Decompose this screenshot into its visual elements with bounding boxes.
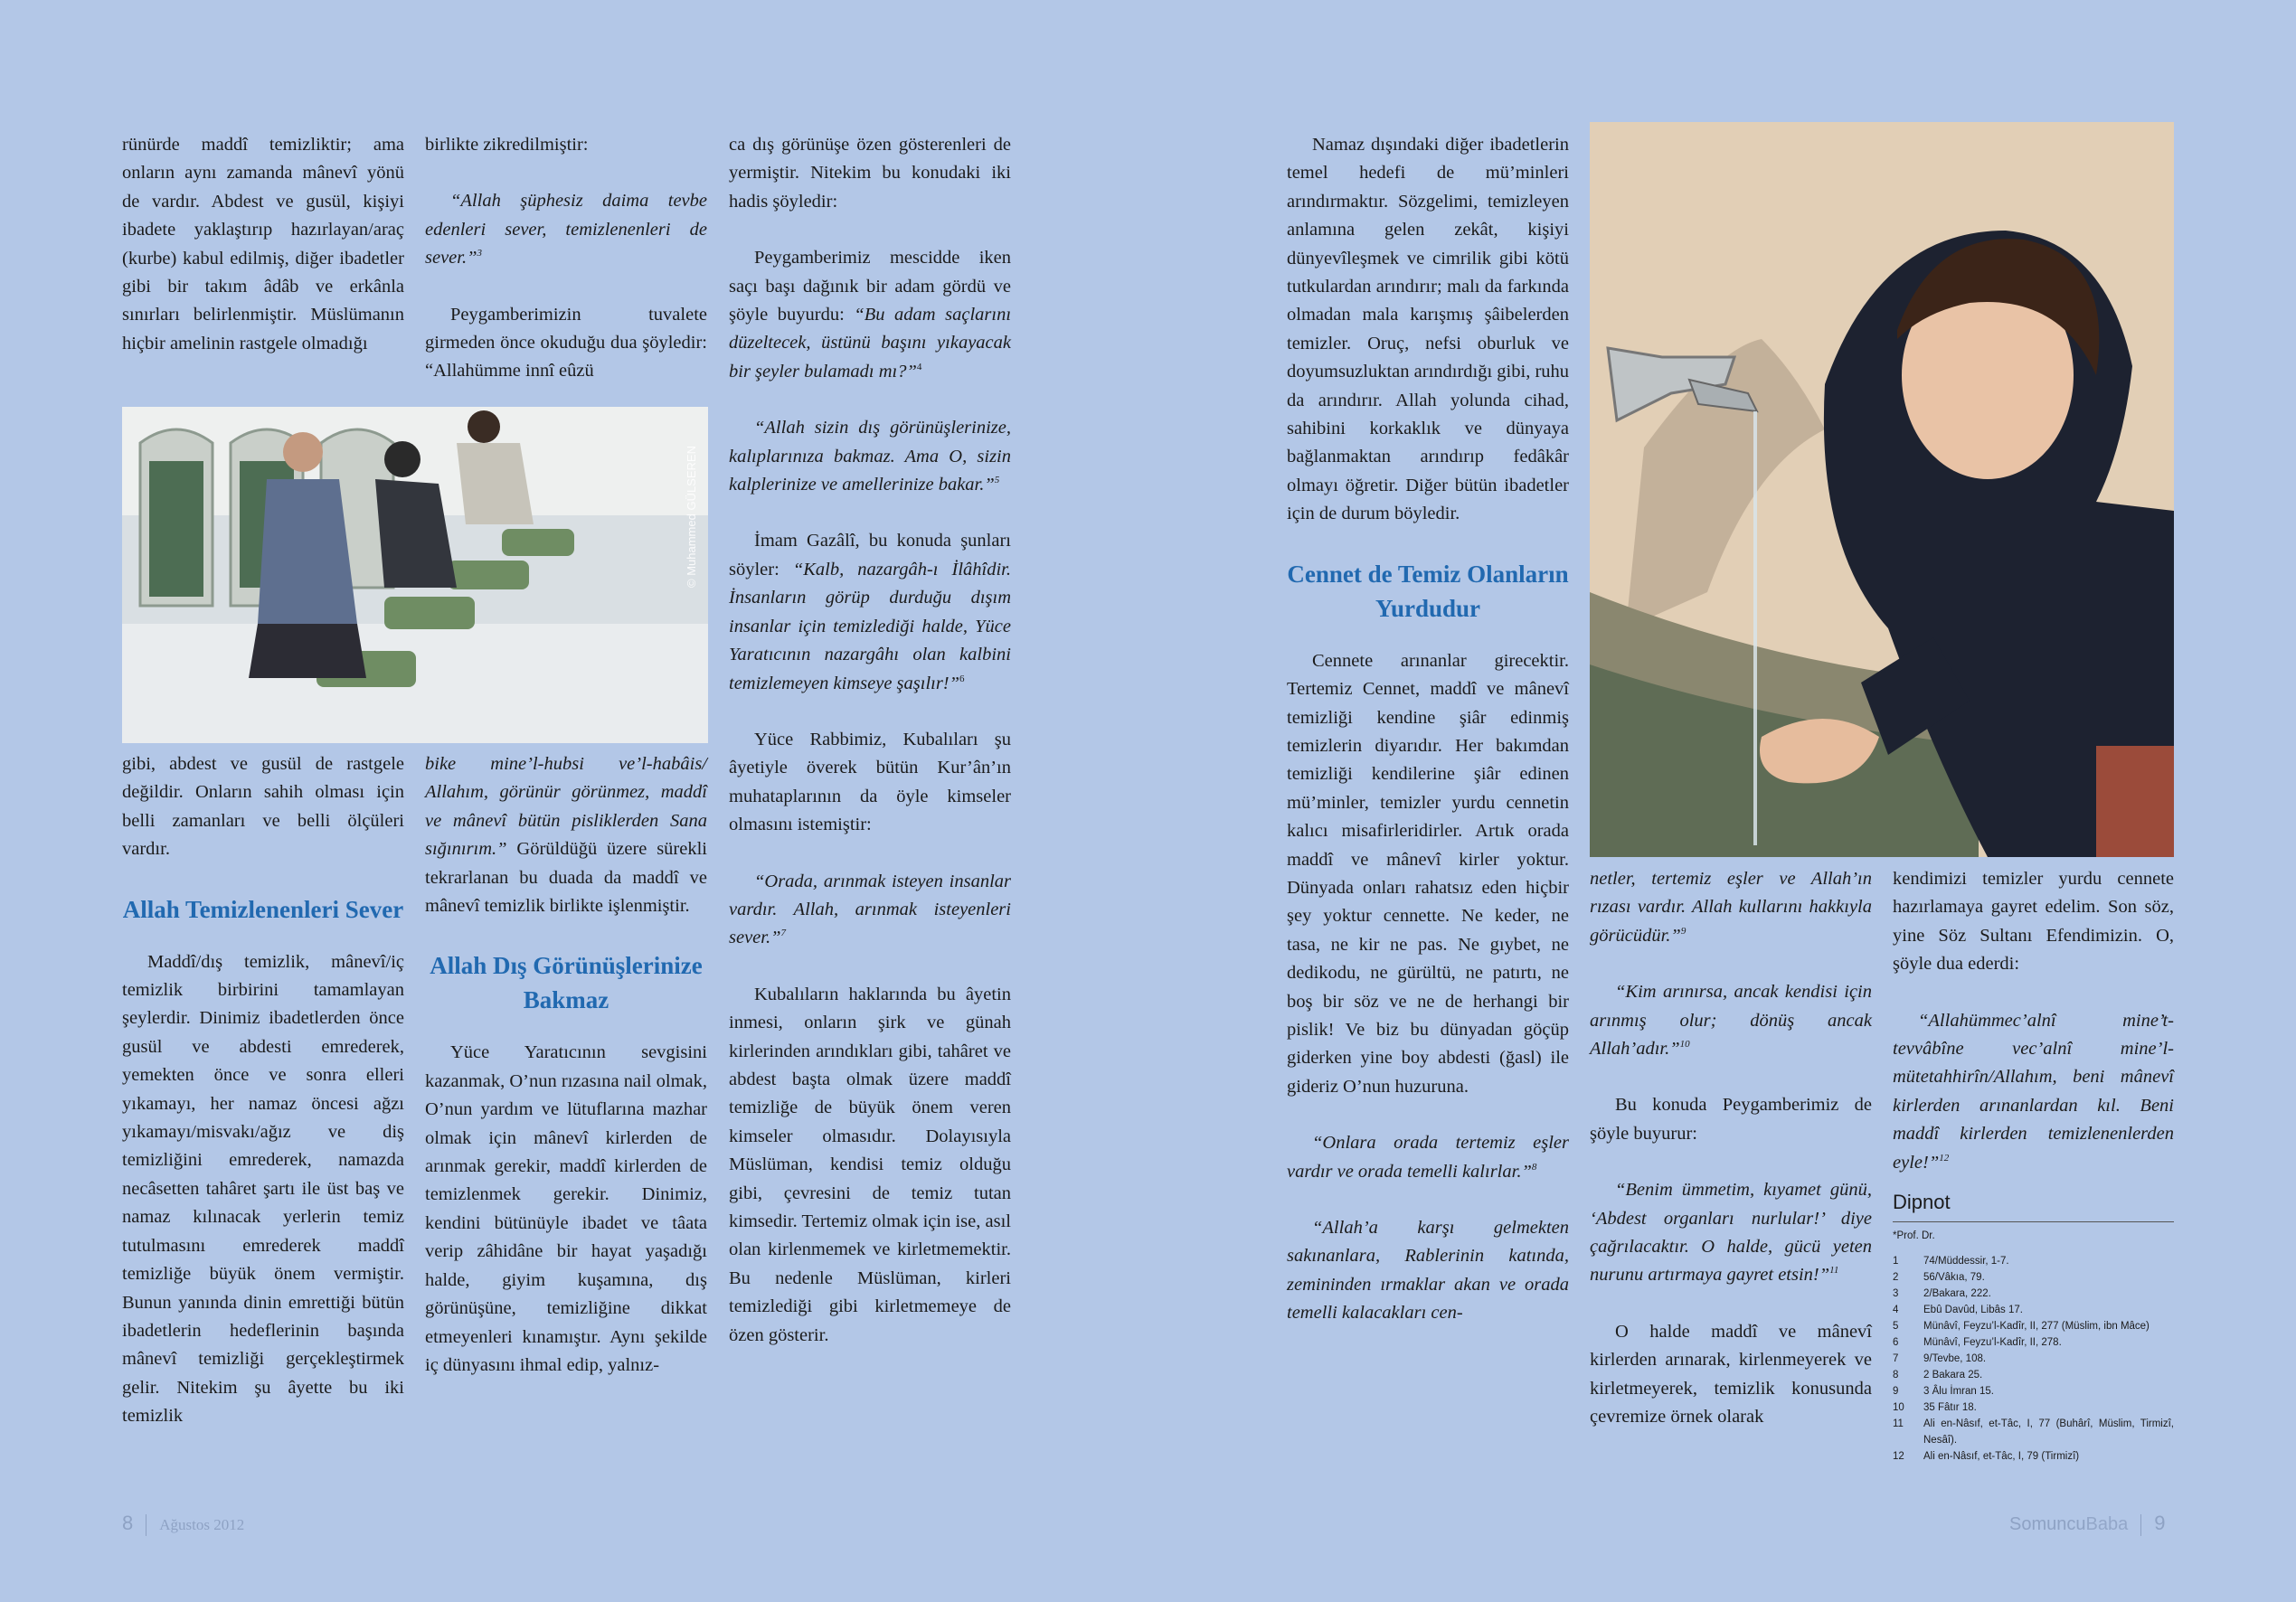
left-column-2-bottom: [425, 750, 707, 1380]
quote-text: “Kalb, nazargâh-ı İlâhîdir. İnsanların görüp durduğu dışım insanlar için temizlediği halde, Yüce Yaratıcının nazargâhı olan kalbini temizlemeyen kimseye şaşılır!”: [729, 559, 1011, 693]
footnote-ref: 8: [1531, 1161, 1537, 1173]
section-heading: Allah Temizlenenleri Sever: [122, 895, 404, 923]
magazine-logo: [2009, 1514, 2128, 1534]
paragraph: Yüce Rabbimiz, Kubalıları şu âyetiyle överek bütün Kur’ân’ın muhataplarının da öyle kimseler olmasını istemiştir:: [729, 729, 1011, 835]
footnote-number: 6: [1893, 1337, 1899, 1349]
paragraph: birlikte zikredilmiştir:: [425, 135, 589, 155]
footnote-text: 2/Bakara, 222.: [1923, 1288, 1991, 1300]
logo-part-2: Baba: [2085, 1514, 2129, 1534]
logo-part-1: Somuncu: [2009, 1514, 2086, 1534]
page-number: 8: [122, 1512, 134, 1534]
footnote-item: [1893, 1399, 2174, 1416]
footnote-ref: 7: [780, 928, 787, 939]
footnote-item: [1893, 1269, 2174, 1286]
quote-text: “Bu adam saçlarını düzeltecek, üstünü başını yıkayacak bir şeyler bulamadı mı?”: [729, 305, 1012, 382]
footnote-text: Münâvî, Feyzu’l-Kadîr, II, 277 (Müslim, ibn Mâce): [1923, 1321, 2150, 1333]
footnote-item: [1893, 1302, 2174, 1318]
footnote-item: [1893, 1416, 2174, 1448]
footnote-number: 1: [1893, 1256, 1899, 1267]
page-number: 9: [2154, 1512, 2166, 1534]
footnote-ref: 4: [916, 362, 922, 373]
footnote-number: 11: [1893, 1418, 1904, 1430]
paragraph: Yüce Yaratıcının sevgisini kazanmak, O’nun rızasına nail olmak, O’nun yardım ve lütuflarına mazhar olmak için mânevî kirlerden de arınmak gerekir, maddî kirlerden de temizlenmek gerekir. Dinimiz, kendini bütünüyle ibadet ve tâata verip zâhidâne bir hayat yaşadığı halde, giyim kuşamına, dış görünüşüne, temizliğine dikkat etmeyenleri kınamıştır. Aynı şekilde iç dünyasını ihmal edip, yalnız-: [425, 1042, 707, 1375]
footnote-number: 12: [1893, 1451, 1904, 1463]
section-heading: Allah Dış Görünüşlerinize Bakmaz: [430, 952, 703, 1014]
footnote-number: 7: [1893, 1353, 1899, 1365]
issue-date: Ağustos 2012: [159, 1516, 245, 1533]
footnote-number: 5: [1893, 1321, 1899, 1333]
footnote-text: Ali en-Nâsıf, et-Tâc, I, 79 (Tirmizî): [1923, 1451, 2080, 1463]
paragraph: gibi, abdest ve gusül de rastgele değildir. Onların sahih olması için belli zamanları ve belli ölçüleri vardır.: [122, 754, 404, 860]
footnote-text: 9/Tevbe, 108.: [1923, 1353, 1987, 1365]
footnote-ref: 3: [477, 248, 483, 259]
footnotes-title: Dipnot: [1893, 1188, 2174, 1222]
right-footer: [2009, 1512, 2165, 1536]
paragraph: İmam Gazâlî, bu konuda şunları söyler:: [729, 531, 1011, 580]
quote-text: “Onlara orada tertemiz eşler vardır ve orada temelli kalırlar.”: [1287, 1133, 1569, 1182]
footnote-item: [1893, 1367, 2174, 1383]
footnote-number: 8: [1893, 1370, 1899, 1381]
footnote-ref: 12: [1939, 1152, 1950, 1164]
footnote-text: Ebû Davûd, Libâs 17.: [1923, 1305, 2023, 1316]
left-column-1-top: [122, 131, 404, 358]
paragraph: Kubalıların haklarında bu âyetin inmesi, onların şirk ve günah kirlerinden arındıkları gibi, tahâret ve abdest başta olmak üzere maddî temizliğe de büyük önem veren kimseler olmasıdır. Dolayısıyla Müslüman, kendisi temiz olduğu gibi, çevresini de temiz tutan kimsedir. Tertemiz olmak için ise, asıl olan kirlenmemek ve kirletmemektir. Bu nedenle Müslüman, kirleri temizlediği gibi kirletmemeye de özen gösterir.: [729, 984, 1011, 1345]
footnote-number: 10: [1893, 1402, 1904, 1414]
paragraph: kendimizi temizler yurdu cennete hazırlamaya gayret edelim. Son söz, yine Söz Sultanı Efendimizin. O, şöyle dua ederdi:: [1893, 869, 2174, 975]
footnote-list: [1893, 1253, 2174, 1465]
footnote-text: 3 Âlu İmran 15.: [1923, 1386, 1994, 1398]
paragraph: Maddî/dış temizlik, mânevî/iç temizlik birbirini tamamlayan şeylerdir. Dinimiz ibadetlerden önce gusül ve abdesti emrederek, yemekten önce ve sonra elleri yıkamayı, her namaz öncesi ağzı yıkamayı/misvakı/ağız ve diş temizliğini emrederek, namazda necâsetten tahâret şartı ile üst baş ve namaz kılınacak yerlerin temiz tutulmasını emrederek maddî temizliğe büyük önem vermiştir. Bunun yanında dinin emrettiği bütün ibadetlerin hedeflerinin başında mânevî temizliği gerçekleştirmek gelir. Nitekim şu âyette bu iki temizlik: [122, 951, 404, 1427]
footnotes: [1893, 1228, 2174, 1465]
left-column-3: [729, 131, 1011, 1350]
quote-text: “Allah sizin dış görünüşlerinize, kalıplarınıza bakmaz. Ama O, sizin kalplerinize ve amellerinize bakar.”: [729, 418, 1011, 495]
right-column-6: [1893, 865, 2174, 1465]
quote-text: “Allah’a karşı gelmekten sakınanlara, Rablerinin katında, zemininden ırmaklar akan ve orada temelli kalacakları cen-: [1287, 1218, 1569, 1324]
quote-text: bike mine’l-hubsi ve’l-habâis/ Allahım, görünür görünmez, maddî ve mânevî bütün pisliklerden Sana sığınırım.”: [425, 754, 707, 860]
quote-text: “Orada, arınmak isteyen insanlar vardır. Allah, arınmak isteyenleri sever.”: [729, 871, 1011, 948]
paragraph: Peygamberimizin tuvalete girmeden önce okuduğu dua şöyledir: “Allahümme innî eûzü: [425, 304, 707, 382]
right-column-5: [1590, 865, 1872, 1432]
quote-text: netler, tertemiz eşler ve Allah’ın rızası vardır. Allah kullarını hakkıyla görücüdür.”: [1590, 869, 1872, 946]
photo-boy-at-fountain: [1590, 122, 2174, 857]
footnote-ref: 10: [1679, 1039, 1690, 1051]
right-column-4: [1287, 131, 1569, 1328]
left-column-2-top: [425, 131, 707, 386]
footnote-number: 2: [1893, 1272, 1899, 1284]
quote-text: “Allah şüphesiz daima tevbe edenleri sever, temizlenenleri de sever.”: [425, 191, 707, 269]
footnote-item: [1893, 1286, 2174, 1302]
footnote-item: [1893, 1351, 2174, 1367]
photo-men-ablution: [122, 407, 708, 743]
footnote-number: 4: [1893, 1305, 1899, 1316]
footnote-number: 3: [1893, 1288, 1899, 1300]
paragraph: ca dış görünüşe özen gösterenleri de yermiştir. Nitekim bu konudaki iki hadis şöyledir:: [729, 135, 1011, 212]
paragraph: Namaz dışındaki diğer ibadetlerin temel hedefi de mü’minleri arındırmaktır. Sözgelimi, temizleyen anlamına gelen zekât, kişiyi dünyevîleşmek ve cimrilik gibi kötü tutkulardan arındırır; malı da farkında olmadan mala karışmış şâibelerden temizler. Oruç, nefsi oburluk ve doyumsuzluktan arındırdığı gibi, ruhu da arındırır. Allah yolunda cihad, sahibini korkaklık ve dünyaya bağlanmaktan arındırıp fedâkâr olmayı öğretir. Diğer bütün ibadetler için de durum böyledir.: [1287, 135, 1570, 524]
footnote-text: Münâvî, Feyzu’l-Kadîr, II, 278.: [1923, 1337, 2062, 1349]
footnote-item: [1893, 1318, 2174, 1334]
paragraph: Bu konuda Peygamberimiz de şöyle buyurur:: [1590, 1095, 1872, 1144]
quote-text: “Kim arınırsa, ancak kendisi için arınmış olur; dönüş ancak Allah’adır.”: [1590, 982, 1872, 1060]
footnote-item: [1893, 1253, 2174, 1269]
paragraph: Peygamberimiz mescidde iken saçı başı dağınık bir adam gördü ve şöyle buyurdu:: [729, 248, 1011, 325]
footnote-ref: 9: [1680, 925, 1687, 937]
footer-divider: [2140, 1514, 2141, 1536]
footnote-text: 74/Müddessir, 1-7.: [1923, 1256, 2009, 1267]
footnote-text: 2 Bakara 25.: [1923, 1370, 1983, 1381]
footnote-text: Ali en-Nâsıf, et-Tâc, I, 77 (Buhârî, Müslim, Tirmizî, Nesâî).: [1923, 1418, 2174, 1447]
paragraph: Görüldüğü üzere sürekli tekrarlanan bu duada da maddî ve mânevî temizlik birlikte işlenmiştir.: [425, 839, 707, 917]
quote: [425, 187, 707, 272]
left-column-1-bottom: [122, 750, 404, 1431]
footnote-text: 56/Vâkıa, 79.: [1923, 1272, 1985, 1284]
footnote-item: [1893, 1383, 2174, 1399]
photo-credit: © Muhammed GÜLSEREN: [685, 446, 698, 588]
footnote-ref: 6: [959, 673, 965, 684]
quote-text: “Allahümmec’alnî mine’t-tevvâbîne vec’alnî mine’l-mütetahhirîn/Allahım, beni mânevî kirlerden arınanlardan kıl. Beni maddî kirlerden temizlenenlerden eyle!”: [1893, 1010, 2174, 1173]
paragraph: O halde maddî ve mânevî kirlerden arınarak, kirlenmeyerek ve kirletmeyerek, temizlik konusunda çevremize örnek olarak: [1590, 1321, 1872, 1428]
paragraph: rünürde maddî temizliktir; ama onların aynı zamanda mânevî yönü de vardır. Abdest ve gusül, kişiyi ibadete yaklaştırıp hazırlayan/araç (kurbe) kabul edilmiş, diğer ibadetler gibi bir takım âdâb ve erkânla sınırları belirlenmiştir. Müslümanın hiçbir amelinin rastgele olmadığı: [122, 135, 404, 353]
footnote-text: 35 Fâtır 18.: [1923, 1402, 1977, 1414]
footnote-ref: 11: [1829, 1265, 1839, 1277]
section-heading: Cennet de Temiz Olanların Yurdudur: [1287, 560, 1569, 622]
footnote-number: 9: [1893, 1386, 1899, 1398]
footnote-item: [1893, 1334, 2174, 1351]
quote-text: “Benim ümmetim, kıyamet günü, ‘Abdest organları nurlular!’ diye çağrılacaktır. O halde, gücü yeten nurunu artırmaya gayret etsin!”: [1590, 1180, 1872, 1286]
paragraph: Cennete arınanlar girecektir. Tertemiz Cennet, maddî ve mânevî temizliği kendine şiâr edinmiş temizlerin diyarıdır. Her bakımdan temizliği kendilerine şiâr edinen mü’minler, temizler yurdu cennetin kalıcı misafirleridirler. Artık orada maddî ve mânevî kirler yoktur. Dünyada onları rahatsız eden hiçbir şey yoktur cennette. Ne keder, ne tasa, ne kir ne pas. Ne gıybet, ne dedikodu, ne gürültü, ne patırtı, ne boş bir söz ve ne de herhangi bir pislik! Ve biz bu dünyadan göçüp giderken yine boy abdesti (ğasl) ile gideriz O’nun huzuruna.: [1287, 650, 1569, 1097]
left-footer: [122, 1512, 244, 1536]
footnote-intro: *Prof. Dr.: [1893, 1230, 1935, 1242]
footnote-ref: 5: [994, 475, 1000, 486]
footnote-item: [1893, 1448, 2174, 1465]
